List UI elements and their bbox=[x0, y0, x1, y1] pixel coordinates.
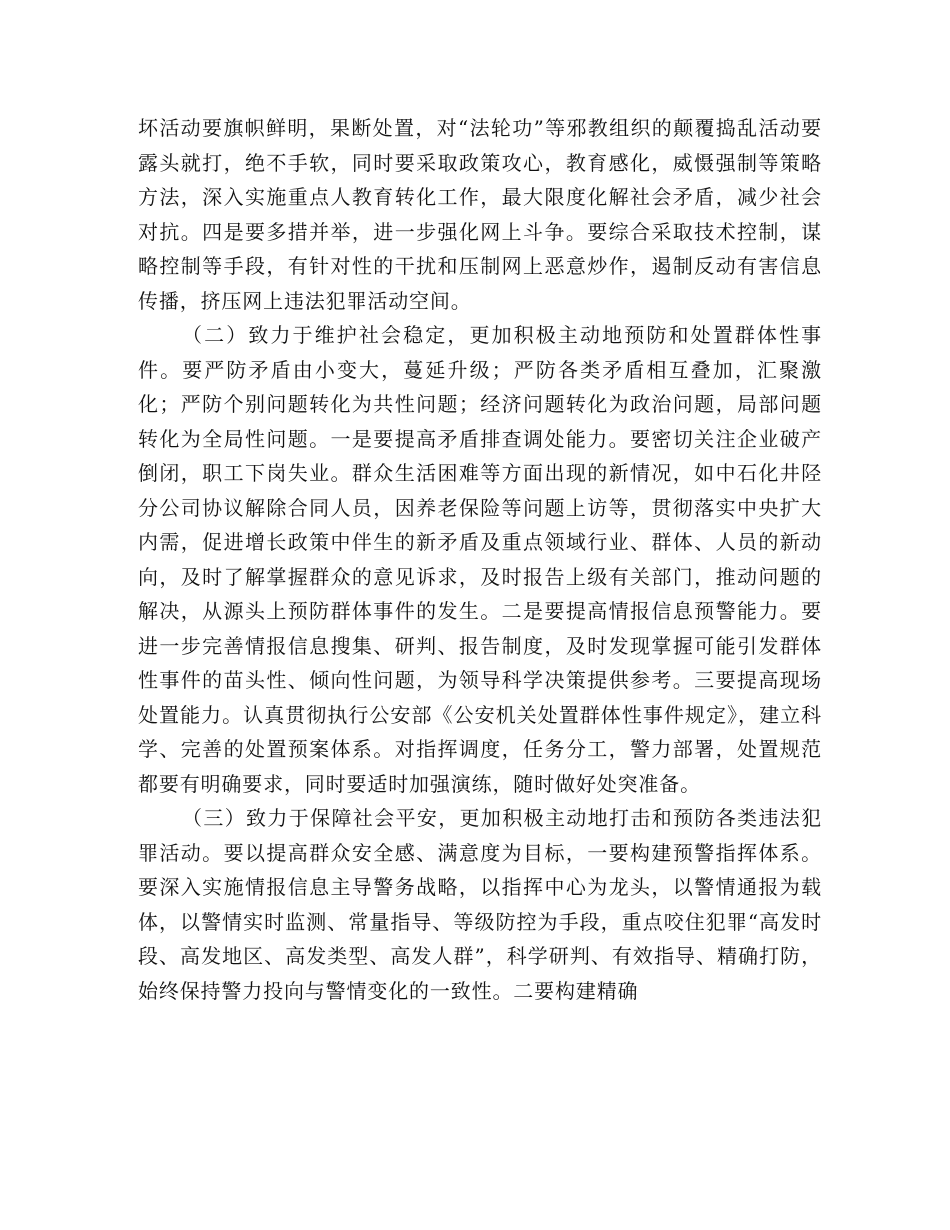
paragraph-2: （二）致力于维护社会稳定，更加积极主动地预防和处置群体性事件。要严防矛盾由小变大，蔓延升级；严防各类矛盾相互叠加，汇聚激化；严防个别问题转化为共性问题；经济问题转化为政治问题，局部问题转化为全局性问题。一是要提高矛盾排查调处能力。要密切关注企业破产倒闭，职工下岗失业。群众生活困难等方面出现的新情况，如中石化井陉分公司协议解除合同人员，因养老保险等问题上访等，贯彻落实中央扩大内需，促进增长政策中伴生的新矛盾及重点领域行业、群体、人员的新动向，及时了解掌握群众的意见诉求，及时报告上级有关部门，推动问题的解决，从源头上预防群体事件的发生。二是要提高情报信息预警能力。要进一步完善情报信息搜集、研判、报告制度，及时发现掌握可能引发群体性事件的苗头性、倾向性问题，为领导科学决策提供参考。三要提高现场处置能力。认真贯彻执行公安部《公安机关处置群体性事件规定》，建立科学、完善的处置预案体系。对指挥调度，任务分工，警力部署，处置规范都要有明确要求，同时要适时加强演练，随时做好处突准备。 bbox=[138, 323, 822, 796]
paragraph-1: 坏活动要旗帜鲜明，果断处置，对“法轮功”等邪教组织的颠覆捣乱活动要露头就打，绝不手软，同时要采取政策攻心，教育感化，威慑强制等策略方法，深入实施重点人教育转化工作，最大限度化解社会矛盾，减少社会对抗。四是要多措并举，进一步强化网上斗争。要综合采取技术控制，谋略控制等手段，有针对性的干扰和压制网上恶意炒作，遏制反动有害信息传播，挤压网上违法犯罪活动空间。 bbox=[138, 116, 822, 313]
document-body bbox=[138, 111, 822, 1008]
paragraph-3: （三）致力于保障社会平安，更加积极主动地打击和预防各类违法犯罪活动。要以提高群众安全感、满意度为目标，一要构建预警指挥体系。要深入实施情报信息主导警务战略，以指挥中心为龙头，以警情通报为载体，以警情实时监测、常量指导、等级防控为手段，重点咬住犯罪“高发时段、高发地区、高发类型、高发人群”，科学研判、有效指导、精确打防，始终保持警力投向与警情变化的一致性。二要构建精确 bbox=[138, 806, 822, 1003]
